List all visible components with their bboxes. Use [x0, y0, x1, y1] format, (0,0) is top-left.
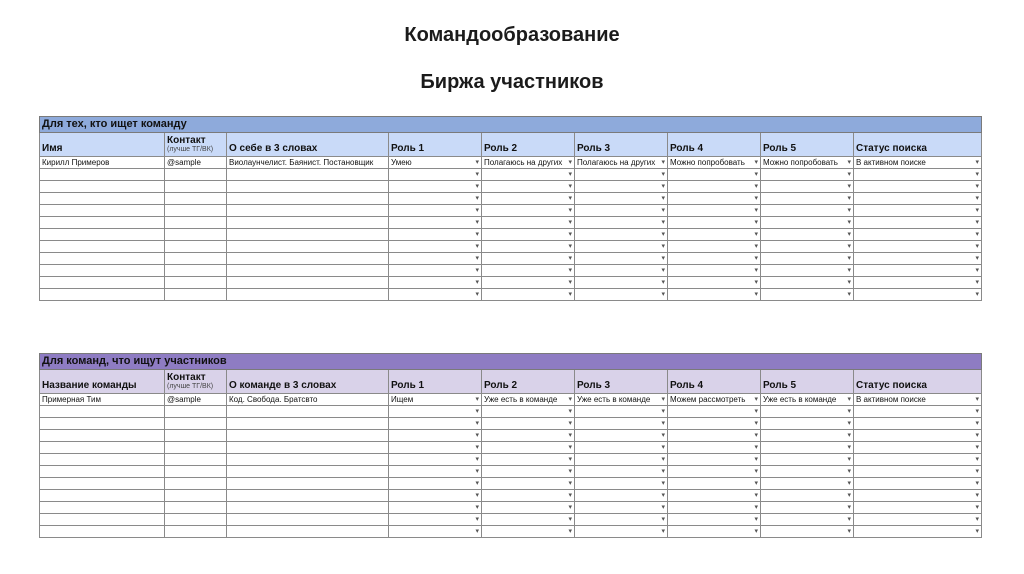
table-cell[interactable]: Кирилл Примеров — [40, 157, 165, 169]
table-row — [40, 169, 982, 181]
table-cell[interactable] — [227, 526, 389, 538]
table-row — [40, 430, 982, 442]
table-cell[interactable]: @sample — [165, 157, 227, 169]
dropdown-cell[interactable] — [575, 205, 668, 217]
dropdown-cell[interactable] — [389, 502, 482, 514]
dropdown-cell[interactable] — [389, 241, 482, 253]
dropdown-cell[interactable] — [389, 430, 482, 442]
dropdown-cell[interactable] — [389, 181, 482, 193]
dropdown-cell[interactable] — [575, 217, 668, 229]
table-cell[interactable] — [227, 241, 389, 253]
dropdown-cell[interactable] — [854, 241, 982, 253]
dropdown-cell[interactable] — [575, 277, 668, 289]
dropdown-cell[interactable] — [761, 514, 854, 526]
dropdown-cell[interactable] — [668, 169, 761, 181]
column-header-label: Имя — [42, 143, 63, 154]
table-row — [40, 193, 982, 205]
dropdown-cell[interactable] — [482, 193, 575, 205]
dropdown-cell[interactable] — [389, 466, 482, 478]
table-cell[interactable] — [40, 181, 165, 193]
teams-column-header — [761, 370, 854, 394]
table-cell[interactable] — [227, 289, 389, 301]
dropdown-cell[interactable] — [761, 205, 854, 217]
table-cell[interactable] — [227, 490, 389, 502]
teams-column-header — [854, 370, 982, 394]
dropdown-cell[interactable] — [668, 406, 761, 418]
table-cell[interactable] — [40, 205, 165, 217]
seekers-column-header — [165, 133, 227, 157]
dropdown-cell[interactable] — [482, 442, 575, 454]
table-cell[interactable] — [227, 205, 389, 217]
dropdown-cell[interactable] — [761, 442, 854, 454]
teams-column-header — [40, 370, 165, 394]
dropdown-cell[interactable] — [668, 181, 761, 193]
table-row — [40, 181, 982, 193]
table-cell[interactable] — [40, 502, 165, 514]
table-cell[interactable] — [40, 514, 165, 526]
table-cell[interactable] — [165, 229, 227, 241]
dropdown-cell[interactable]: Ищем ▾ — [389, 394, 482, 406]
dropdown-cell[interactable] — [761, 526, 854, 538]
table-row — [40, 205, 982, 217]
dropdown-cell[interactable] — [854, 478, 982, 490]
dropdown-cell[interactable]: Полагаюсь на других ▾ — [482, 157, 575, 169]
column-header-label: Статус поиска — [856, 143, 927, 154]
seekers-column-header — [761, 133, 854, 157]
dropdown-cell[interactable] — [389, 253, 482, 265]
column-header-label: Статус поиска — [856, 380, 927, 391]
table-row — [40, 490, 982, 502]
dropdown-cell[interactable]: В активном поиске ▾ — [854, 157, 982, 169]
dropdown-cell[interactable] — [854, 217, 982, 229]
dropdown-cell[interactable] — [389, 406, 482, 418]
dropdown-cell[interactable] — [575, 466, 668, 478]
dropdown-cell[interactable] — [575, 478, 668, 490]
dropdown-cell[interactable] — [482, 205, 575, 217]
table-cell[interactable] — [227, 229, 389, 241]
table-cell[interactable] — [165, 526, 227, 538]
dropdown-cell[interactable] — [668, 490, 761, 502]
dropdown-cell[interactable] — [389, 217, 482, 229]
column-header-label: Роль 2 — [484, 380, 518, 391]
dropdown-cell[interactable] — [389, 289, 482, 301]
table-row — [40, 502, 982, 514]
table-row — [40, 454, 982, 466]
column-header-label: Роль 4 — [670, 380, 704, 391]
dropdown-cell[interactable] — [854, 406, 982, 418]
dropdown-cell[interactable]: Можно попробовать ▾ — [668, 157, 761, 169]
teams-column-header — [575, 370, 668, 394]
table-cell[interactable] — [165, 466, 227, 478]
table-cell[interactable]: @sample — [165, 394, 227, 406]
dropdown-cell[interactable] — [575, 502, 668, 514]
dropdown-cell[interactable] — [761, 217, 854, 229]
table-cell[interactable] — [40, 478, 165, 490]
table-cell[interactable] — [227, 514, 389, 526]
dropdown-cell[interactable] — [668, 478, 761, 490]
dropdown-cell[interactable] — [482, 406, 575, 418]
dropdown-cell[interactable] — [482, 454, 575, 466]
teams-section-header — [40, 354, 982, 370]
teams-column-header — [227, 370, 389, 394]
table-cell[interactable] — [165, 490, 227, 502]
dropdown-cell[interactable] — [761, 502, 854, 514]
table-cell[interactable] — [227, 253, 389, 265]
dropdown-cell[interactable] — [668, 418, 761, 430]
table-cell[interactable] — [165, 454, 227, 466]
table-row — [40, 526, 982, 538]
dropdown-cell[interactable] — [482, 502, 575, 514]
dropdown-cell[interactable] — [761, 277, 854, 289]
dropdown-cell[interactable] — [575, 253, 668, 265]
dropdown-cell[interactable] — [854, 205, 982, 217]
seekers-column-header — [482, 133, 575, 157]
dropdown-cell[interactable] — [761, 265, 854, 277]
table-cell[interactable] — [227, 478, 389, 490]
dropdown-cell[interactable] — [389, 418, 482, 430]
dropdown-cell[interactable]: Уже есть в команде ▾ — [482, 394, 575, 406]
table-cell[interactable] — [227, 502, 389, 514]
table-cell[interactable] — [165, 478, 227, 490]
dropdown-cell[interactable] — [761, 430, 854, 442]
table-row — [40, 394, 982, 406]
table-row — [40, 217, 982, 229]
dropdown-cell[interactable] — [575, 181, 668, 193]
dropdown-cell[interactable] — [854, 277, 982, 289]
column-header-label: Роль 5 — [763, 143, 797, 154]
table-cell[interactable] — [227, 265, 389, 277]
table-cell[interactable] — [165, 442, 227, 454]
dropdown-cell[interactable]: Умею ▾ — [389, 157, 482, 169]
table-cell[interactable] — [40, 289, 165, 301]
column-header-note: (лучше ТГ/ВК) — [167, 383, 214, 390]
teams-column-header — [482, 370, 575, 394]
dropdown-cell[interactable] — [668, 229, 761, 241]
dropdown-cell[interactable] — [482, 514, 575, 526]
dropdown-cell[interactable] — [482, 253, 575, 265]
table-cell[interactable] — [165, 217, 227, 229]
table-cell[interactable]: Код. Свобода. Братсвто — [227, 394, 389, 406]
table-cell[interactable] — [165, 205, 227, 217]
table-cell[interactable] — [40, 442, 165, 454]
table-cell[interactable] — [165, 418, 227, 430]
seekers-section-header — [40, 117, 982, 133]
table-cell[interactable] — [40, 406, 165, 418]
table-row — [40, 241, 982, 253]
dropdown-cell[interactable] — [389, 229, 482, 241]
dropdown-cell[interactable]: Полагаюсь на других ▾ — [575, 157, 668, 169]
dropdown-cell[interactable] — [854, 169, 982, 181]
dropdown-cell[interactable] — [482, 430, 575, 442]
dropdown-cell[interactable] — [854, 454, 982, 466]
teams-column-headers — [40, 370, 982, 394]
dropdown-cell[interactable] — [668, 217, 761, 229]
dropdown-cell[interactable] — [854, 442, 982, 454]
dropdown-cell[interactable] — [575, 430, 668, 442]
teams-column-header — [389, 370, 482, 394]
dropdown-cell[interactable] — [761, 418, 854, 430]
table-cell[interactable] — [227, 217, 389, 229]
dropdown-cell[interactable] — [761, 406, 854, 418]
column-header-label: Роль 5 — [763, 380, 797, 391]
table-cell[interactable] — [40, 241, 165, 253]
page-subtitle: Биржа участников — [420, 71, 604, 93]
dropdown-cell[interactable] — [482, 217, 575, 229]
seekers-column-header — [668, 133, 761, 157]
table-cell[interactable] — [227, 181, 389, 193]
table-row — [40, 277, 982, 289]
dropdown-cell[interactable] — [575, 229, 668, 241]
table-cell[interactable] — [165, 502, 227, 514]
table-cell[interactable] — [40, 466, 165, 478]
dropdown-cell[interactable] — [761, 193, 854, 205]
table-cell[interactable] — [40, 418, 165, 430]
dropdown-cell[interactable] — [575, 454, 668, 466]
table-cell[interactable] — [227, 430, 389, 442]
dropdown-cell[interactable] — [389, 478, 482, 490]
dropdown-cell[interactable] — [482, 490, 575, 502]
teams-sheet — [39, 353, 981, 538]
dropdown-cell[interactable] — [482, 418, 575, 430]
table-row — [40, 265, 982, 277]
teams-column-header — [165, 370, 227, 394]
column-header-label: Роль 3 — [577, 143, 611, 154]
dropdown-cell[interactable] — [482, 289, 575, 301]
dropdown-cell[interactable] — [389, 265, 482, 277]
dropdown-cell[interactable] — [761, 478, 854, 490]
dropdown-cell[interactable] — [389, 193, 482, 205]
dropdown-cell[interactable] — [575, 490, 668, 502]
dropdown-cell[interactable] — [854, 490, 982, 502]
dropdown-cell[interactable] — [389, 277, 482, 289]
dropdown-cell[interactable] — [668, 514, 761, 526]
dropdown-cell[interactable] — [482, 466, 575, 478]
dropdown-cell[interactable] — [668, 454, 761, 466]
table-cell[interactable] — [40, 277, 165, 289]
column-header-note: (лучше ТГ/ВК) — [167, 146, 214, 153]
dropdown-cell[interactable] — [482, 241, 575, 253]
column-header-label: Контакт — [167, 135, 206, 146]
table-cell[interactable] — [165, 181, 227, 193]
dropdown-cell[interactable] — [575, 289, 668, 301]
dropdown-cell[interactable] — [854, 526, 982, 538]
table-row — [40, 229, 982, 241]
dropdown-cell[interactable] — [482, 229, 575, 241]
dropdown-cell[interactable] — [389, 205, 482, 217]
seekers-column-header — [854, 133, 982, 157]
dropdown-cell[interactable] — [575, 514, 668, 526]
table-cell[interactable] — [40, 454, 165, 466]
table-cell[interactable] — [40, 193, 165, 205]
dropdown-cell[interactable] — [668, 442, 761, 454]
dropdown-cell[interactable] — [761, 169, 854, 181]
table-row — [40, 157, 982, 169]
table-cell[interactable] — [227, 442, 389, 454]
dropdown-cell[interactable] — [482, 265, 575, 277]
table-cell[interactable] — [165, 289, 227, 301]
table-cell[interactable] — [165, 169, 227, 181]
teams-column-header — [668, 370, 761, 394]
dropdown-cell[interactable] — [482, 169, 575, 181]
table-cell[interactable] — [227, 454, 389, 466]
table-cell[interactable] — [165, 241, 227, 253]
column-header-label: Роль 1 — [391, 380, 425, 391]
dropdown-cell[interactable] — [575, 406, 668, 418]
table-cell[interactable] — [227, 466, 389, 478]
table-cell[interactable]: Примерная Тим — [40, 394, 165, 406]
dropdown-cell[interactable] — [668, 205, 761, 217]
dropdown-cell[interactable] — [389, 169, 482, 181]
dropdown-cell[interactable] — [482, 526, 575, 538]
dropdown-cell[interactable] — [575, 169, 668, 181]
dropdown-cell[interactable] — [575, 526, 668, 538]
column-header-label: Контакт — [167, 372, 206, 383]
table-cell[interactable] — [40, 229, 165, 241]
dropdown-cell[interactable] — [668, 253, 761, 265]
table-cell[interactable] — [227, 277, 389, 289]
seekers-column-header — [389, 133, 482, 157]
dropdown-cell[interactable] — [761, 454, 854, 466]
table-cell[interactable] — [165, 406, 227, 418]
dropdown-cell[interactable] — [761, 253, 854, 265]
column-header-label: Название команды — [42, 380, 137, 391]
table-cell[interactable] — [40, 169, 165, 181]
dropdown-cell[interactable] — [854, 430, 982, 442]
table-cell[interactable] — [165, 193, 227, 205]
dropdown-cell[interactable] — [761, 490, 854, 502]
dropdown-cell[interactable] — [854, 418, 982, 430]
seekers-column-header — [40, 133, 165, 157]
table-cell[interactable] — [165, 265, 227, 277]
table-row — [40, 478, 982, 490]
dropdown-cell[interactable] — [575, 265, 668, 277]
dropdown-cell[interactable] — [389, 526, 482, 538]
dropdown-cell[interactable] — [668, 277, 761, 289]
column-header-label: О команде в 3 словах — [229, 380, 337, 391]
table-row — [40, 442, 982, 454]
dropdown-cell[interactable]: Можем рассмотреть ▾ — [668, 394, 761, 406]
dropdown-cell[interactable] — [761, 229, 854, 241]
seekers-sheet — [39, 116, 981, 301]
dropdown-cell[interactable] — [668, 526, 761, 538]
table-cell[interactable] — [165, 514, 227, 526]
dropdown-cell[interactable] — [854, 466, 982, 478]
table-cell[interactable] — [40, 265, 165, 277]
table-cell[interactable] — [227, 406, 389, 418]
dropdown-cell[interactable] — [668, 430, 761, 442]
dropdown-cell[interactable] — [854, 502, 982, 514]
dropdown-cell[interactable] — [575, 193, 668, 205]
dropdown-cell[interactable] — [668, 502, 761, 514]
dropdown-cell[interactable] — [575, 418, 668, 430]
column-header-label: Роль 3 — [577, 380, 611, 391]
seekers-column-headers — [40, 133, 982, 157]
dropdown-cell[interactable] — [761, 181, 854, 193]
table-cell[interactable] — [227, 169, 389, 181]
dropdown-cell[interactable] — [761, 289, 854, 301]
dropdown-cell[interactable] — [854, 193, 982, 205]
seekers-table — [39, 116, 982, 301]
dropdown-cell[interactable] — [668, 466, 761, 478]
table-cell[interactable]: Виолаунчелист. Баянист. Постановщик — [227, 157, 389, 169]
dropdown-cell[interactable] — [854, 514, 982, 526]
column-header-label: О себе в 3 словах — [229, 143, 318, 154]
dropdown-cell[interactable] — [389, 442, 482, 454]
dropdown-cell[interactable] — [389, 454, 482, 466]
dropdown-cell[interactable] — [668, 241, 761, 253]
table-row — [40, 253, 982, 265]
table-row — [40, 406, 982, 418]
dropdown-cell[interactable]: Можно попробовать ▾ — [761, 157, 854, 169]
dropdown-cell[interactable] — [482, 478, 575, 490]
table-row — [40, 418, 982, 430]
table-row — [40, 466, 982, 478]
dropdown-cell[interactable] — [761, 241, 854, 253]
table-cell[interactable] — [40, 217, 165, 229]
dropdown-cell[interactable]: В активном поиске ▾ — [854, 394, 982, 406]
dropdown-cell[interactable] — [668, 193, 761, 205]
table-cell[interactable] — [227, 418, 389, 430]
dropdown-cell[interactable] — [854, 253, 982, 265]
dropdown-cell[interactable] — [854, 181, 982, 193]
table-cell[interactable] — [165, 277, 227, 289]
dropdown-cell[interactable] — [854, 229, 982, 241]
dropdown-cell[interactable] — [668, 289, 761, 301]
dropdown-cell[interactable] — [668, 265, 761, 277]
seekers-column-header — [227, 133, 389, 157]
seekers-column-header — [575, 133, 668, 157]
dropdown-cell[interactable] — [482, 277, 575, 289]
table-cell[interactable] — [40, 253, 165, 265]
teams-section-title: Для команд, что ищут участников — [40, 354, 982, 370]
column-header-label: Роль 4 — [670, 143, 704, 154]
table-cell[interactable] — [165, 253, 227, 265]
table-row — [40, 514, 982, 526]
page-title: Командообразование — [404, 24, 620, 46]
dropdown-cell[interactable]: Уже есть в команде ▾ — [761, 394, 854, 406]
dropdown-cell[interactable] — [854, 289, 982, 301]
seekers-section-title: Для тех, кто ищет команду — [40, 117, 982, 133]
table-cell[interactable] — [40, 490, 165, 502]
dropdown-cell[interactable] — [575, 442, 668, 454]
table-cell[interactable] — [40, 526, 165, 538]
teams-table — [39, 353, 982, 538]
dropdown-cell[interactable] — [482, 181, 575, 193]
table-cell[interactable] — [227, 193, 389, 205]
table-cell[interactable] — [40, 430, 165, 442]
column-header-label: Роль 1 — [391, 143, 425, 154]
dropdown-cell[interactable] — [854, 265, 982, 277]
dropdown-cell[interactable] — [761, 466, 854, 478]
dropdown-cell[interactable]: Уже есть в команде ▾ — [575, 394, 668, 406]
dropdown-cell[interactable] — [575, 241, 668, 253]
column-header-label: Роль 2 — [484, 143, 518, 154]
table-row — [40, 289, 982, 301]
dropdown-cell[interactable] — [389, 490, 482, 502]
dropdown-cell[interactable] — [389, 514, 482, 526]
table-cell[interactable] — [165, 430, 227, 442]
